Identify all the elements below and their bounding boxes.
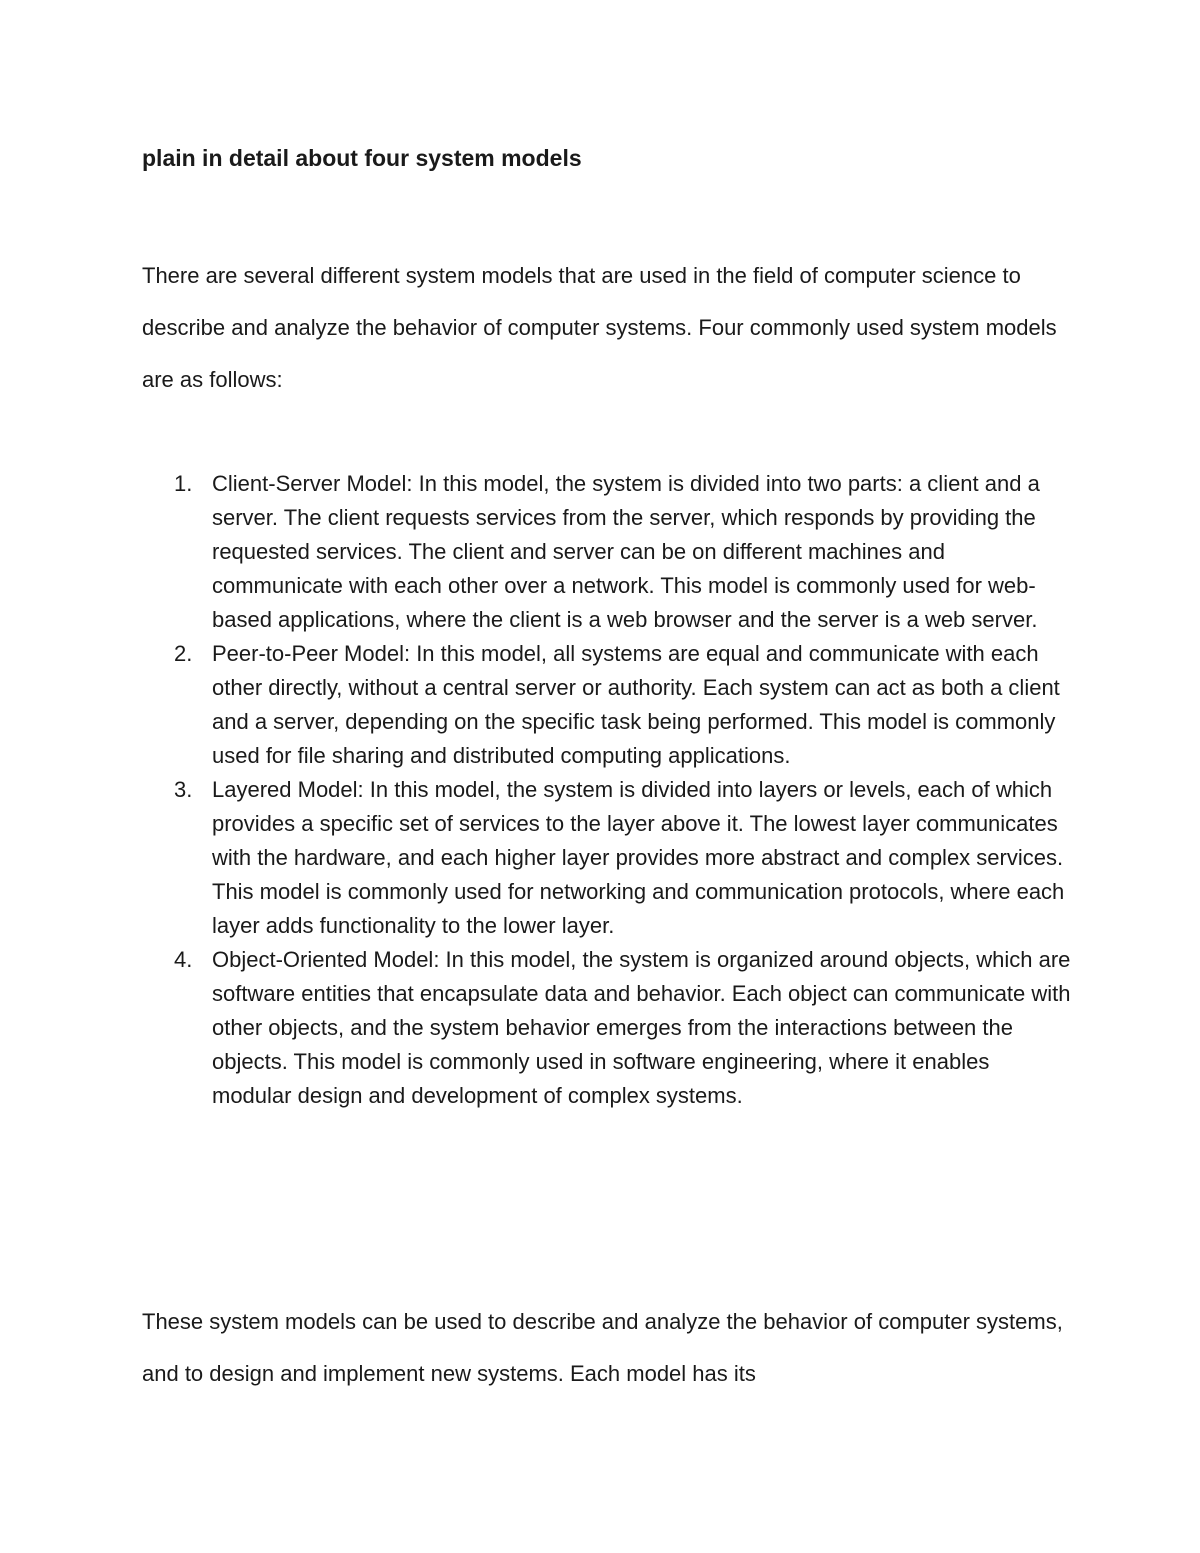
list-item-object-oriented [174, 943, 1072, 1113]
list-item-text: Object-Oriented Model: In this model, the system is organized around objects, which are software entities that encapsulate data and behavior. Each object can communicate with other objects, and the system behavior emerges from the interactions between the objects. This model is commonly used in software engineering, where it enables modular design and development of complex systems. [212, 947, 1071, 1108]
list-item-text: Client-Server Model: In this model, the system is divided into two parts: a client and a server. The client requests services from the server, which responds by providing the requested services. The client and server can be on different machines and communicate with each other over a network. This model is commonly used for web-based applications, where the client is a web browser and the server is a web server. [212, 471, 1040, 632]
document-title: plain in detail about four system models [142, 145, 582, 171]
system-models-list [142, 467, 1072, 1113]
list-item-layered [174, 773, 1072, 943]
list-item-number: 3. [174, 777, 193, 802]
list-item-number: 2. [174, 641, 193, 666]
list-item-number: 4. [174, 947, 193, 972]
closing-paragraph: These system models can be used to describe and analyze the behavior of computer systems, and to design and implement new systems. Each model has its [142, 1309, 1063, 1386]
list-item-client-server [174, 467, 1072, 637]
list-item-text: Peer-to-Peer Model: In this model, all systems are equal and communicate with each other directly, without a central server or authority. Each system can act as both a client and a server, depending on the specific task being performed. This model is commonly used for file sharing and distributed computing applications. [212, 641, 1060, 768]
list-item-peer-to-peer [174, 637, 1072, 773]
list-item-number: 1. [174, 471, 193, 496]
intro-paragraph: There are several different system models that are used in the field of computer science to describe and analyze the behavior of computer systems. Four commonly used system models are as follows: [142, 263, 1057, 392]
list-item-text: Layered Model: In this model, the system is divided into layers or levels, each of which provides a specific set of services to the layer above it. The lowest layer communicates with the hardware, and each higher layer provides more abstract and complex services. This model is commonly used for networking and communication protocols, where each layer adds functionality to the lower layer. [212, 777, 1065, 938]
